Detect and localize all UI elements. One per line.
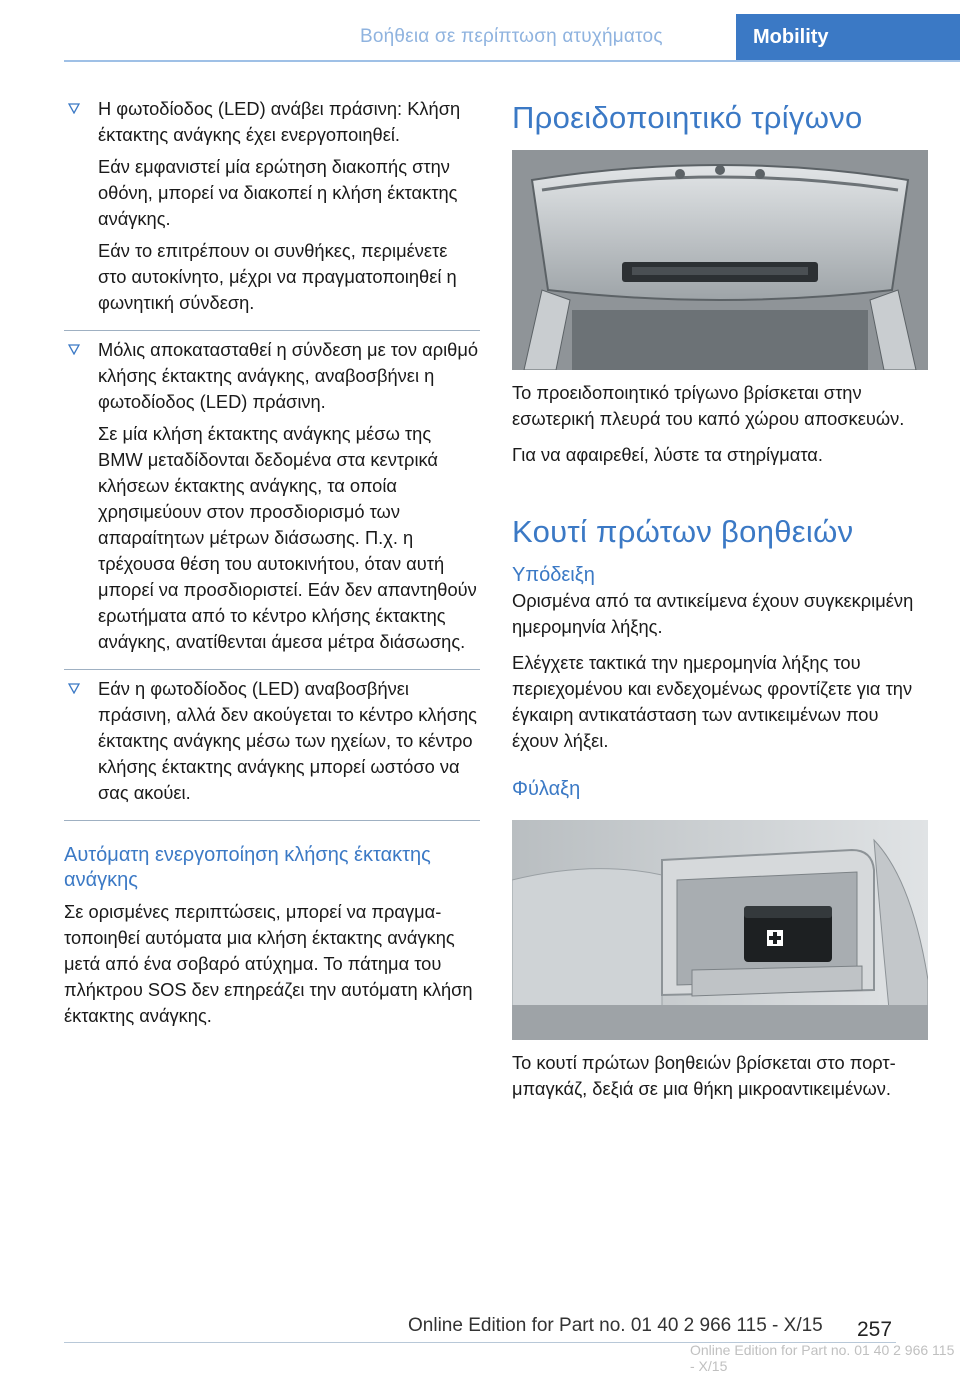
first-aid-box-illustration: [512, 820, 928, 1040]
first-aid-heading: Κουτί πρώτων βοηθειών: [512, 514, 854, 549]
warning-triangle-removal: Για να αφαιρεθεί, λύστε τα στηρίγματα.: [512, 444, 823, 465]
warning-triangle-caption: Το προειδοποιητικό τρίγωνο βρίσκεται στην εσωτερική πλευρά του καπό χώρου αποσκευών.: [512, 382, 905, 429]
right-column: [512, 98, 928, 1102]
chapter-tab: [736, 14, 960, 60]
bullet-paragraph: Εάν το επιτρέπουν οι συνθήκες, περιμένετε στο αυτοκίνητο, μέχρι να πραγματοποιηθεί η φωνητική σύνδεση.: [98, 240, 457, 313]
footer-edition: Online Edition for Part no. 01 40 2 966 115 - X/15: [408, 1315, 823, 1336]
first-aid-storage-caption: Το κουτί πρώτων βοηθειών βρίσκεται στο πορτ-μπαγκάζ, δεξιά σε μια θήκη μικροαντικειμένων.: [512, 1052, 896, 1099]
bullet-paragraph: Η φωτοδίοδος (LED) ανάβει πράσινη: Κλήση έκτακτης ανάγκης έχει ενεργοποιηθεί.: [98, 98, 461, 145]
warning-triangle-heading: Προειδοποιητικό τρίγωνο: [512, 100, 863, 135]
auto-call-text: Σε ορισμένες περιπτώσεις, μπορεί να πραγματοποιηθεί αυτόματα μια κλήση έκτακτης ανάγκης μετά από ένα σοβαρό ατύχημα. Το πάτημα του πλήκτρου SOS δεν επηρεάζει την αυτόματη κλήση έκτακτης ανάγκης.: [64, 901, 473, 1026]
bullet-triangle-icon: [68, 103, 80, 114]
bullet-item: [64, 670, 480, 821]
first-aid-note-title: Υπόδειξη: [512, 564, 595, 586]
bullet-item: [64, 96, 480, 331]
first-aid-note-text: Ορισμένα από τα αντικείμενα έχουν συγκεκριμένη ημερομηνία λήξης.: [512, 590, 914, 637]
bullet-triangle-icon: [68, 344, 80, 355]
bullet-paragraph: Εάν η φωτοδίοδος (LED) αναβοσβήνει πράσινη, αλλά δεν ακούγεται το κέντρο κλήσης έκτακτης ανάγκης μέσω των ηχείων, το κέντρο κλήσης έκτακτης ανάγκης μπορεί ωστόσο να σας ακούει.: [98, 678, 477, 803]
header-divider: [64, 60, 960, 62]
trunk-lid-illustration: [512, 150, 928, 370]
page-number: 257: [857, 1318, 893, 1341]
first-aid-box-photo: [512, 820, 928, 1040]
watermark: Online Edition for Part no. 01 40 2 966 115 - X/15: [690, 1342, 955, 1374]
bullet-paragraph: Μόλις αποκατασταθεί η σύνδεση με τον αριθμό κλήσης έκτακτης ανάγκης, αναβοσβήνει η φωτοδίοδος (LED) πράσινη.: [98, 339, 479, 412]
auto-call-heading: Αυτόματη ενεργοποίηση κλήσης έκτακτης ανάγκης: [64, 844, 431, 891]
first-aid-storage-title: Φύλαξη: [512, 778, 581, 800]
left-column: [64, 96, 480, 1029]
first-aid-note-text: Ελέγχετε τακτικά την ημερομηνία λήξης του περιεχομένου και ενδεχομένως φροντίζετε για την έγκαιρη αντικατάσταση των αντικειμένων που έχουν λήξει.: [512, 652, 913, 751]
running-header-section-title: Βοήθεια σε περίπτωση ατυχήματος: [360, 26, 663, 47]
trunk-lid-photo: [512, 150, 928, 370]
bullet-triangle-icon: [68, 683, 80, 694]
bullet-paragraph: Σε μία κλήση έκτακτης ανάγκης μέσω της BMW μεταδίδονται δεδομένα στα κεντρικά κλήσεων έκτακτης ανάγκης, τα οποία χρησιμεύουν στον προσδιορισμό των απαραίτητων μέτρων διάσωσης. Π.χ. η τρέχουσα θέση του αυτοκινήτου, όταν αυτή μπορεί να προσδιοριστεί. Εάν δεν απαντηθούν ερωτήματα από το κέντρο κλήσης έκτακτης ανάγκης, ανατίθενται άμεσα μέτρα διάσωσης.: [98, 423, 477, 652]
bullet-paragraph: Εάν εμφανιστεί μία ερώτηση διακοπής στην οθόνη, μπορεί να διακοπεί η κλήση έκτακτης ανάγκης.: [98, 156, 458, 229]
chapter-tab-label: Mobility: [753, 25, 829, 48]
bullet-item: [64, 331, 480, 670]
